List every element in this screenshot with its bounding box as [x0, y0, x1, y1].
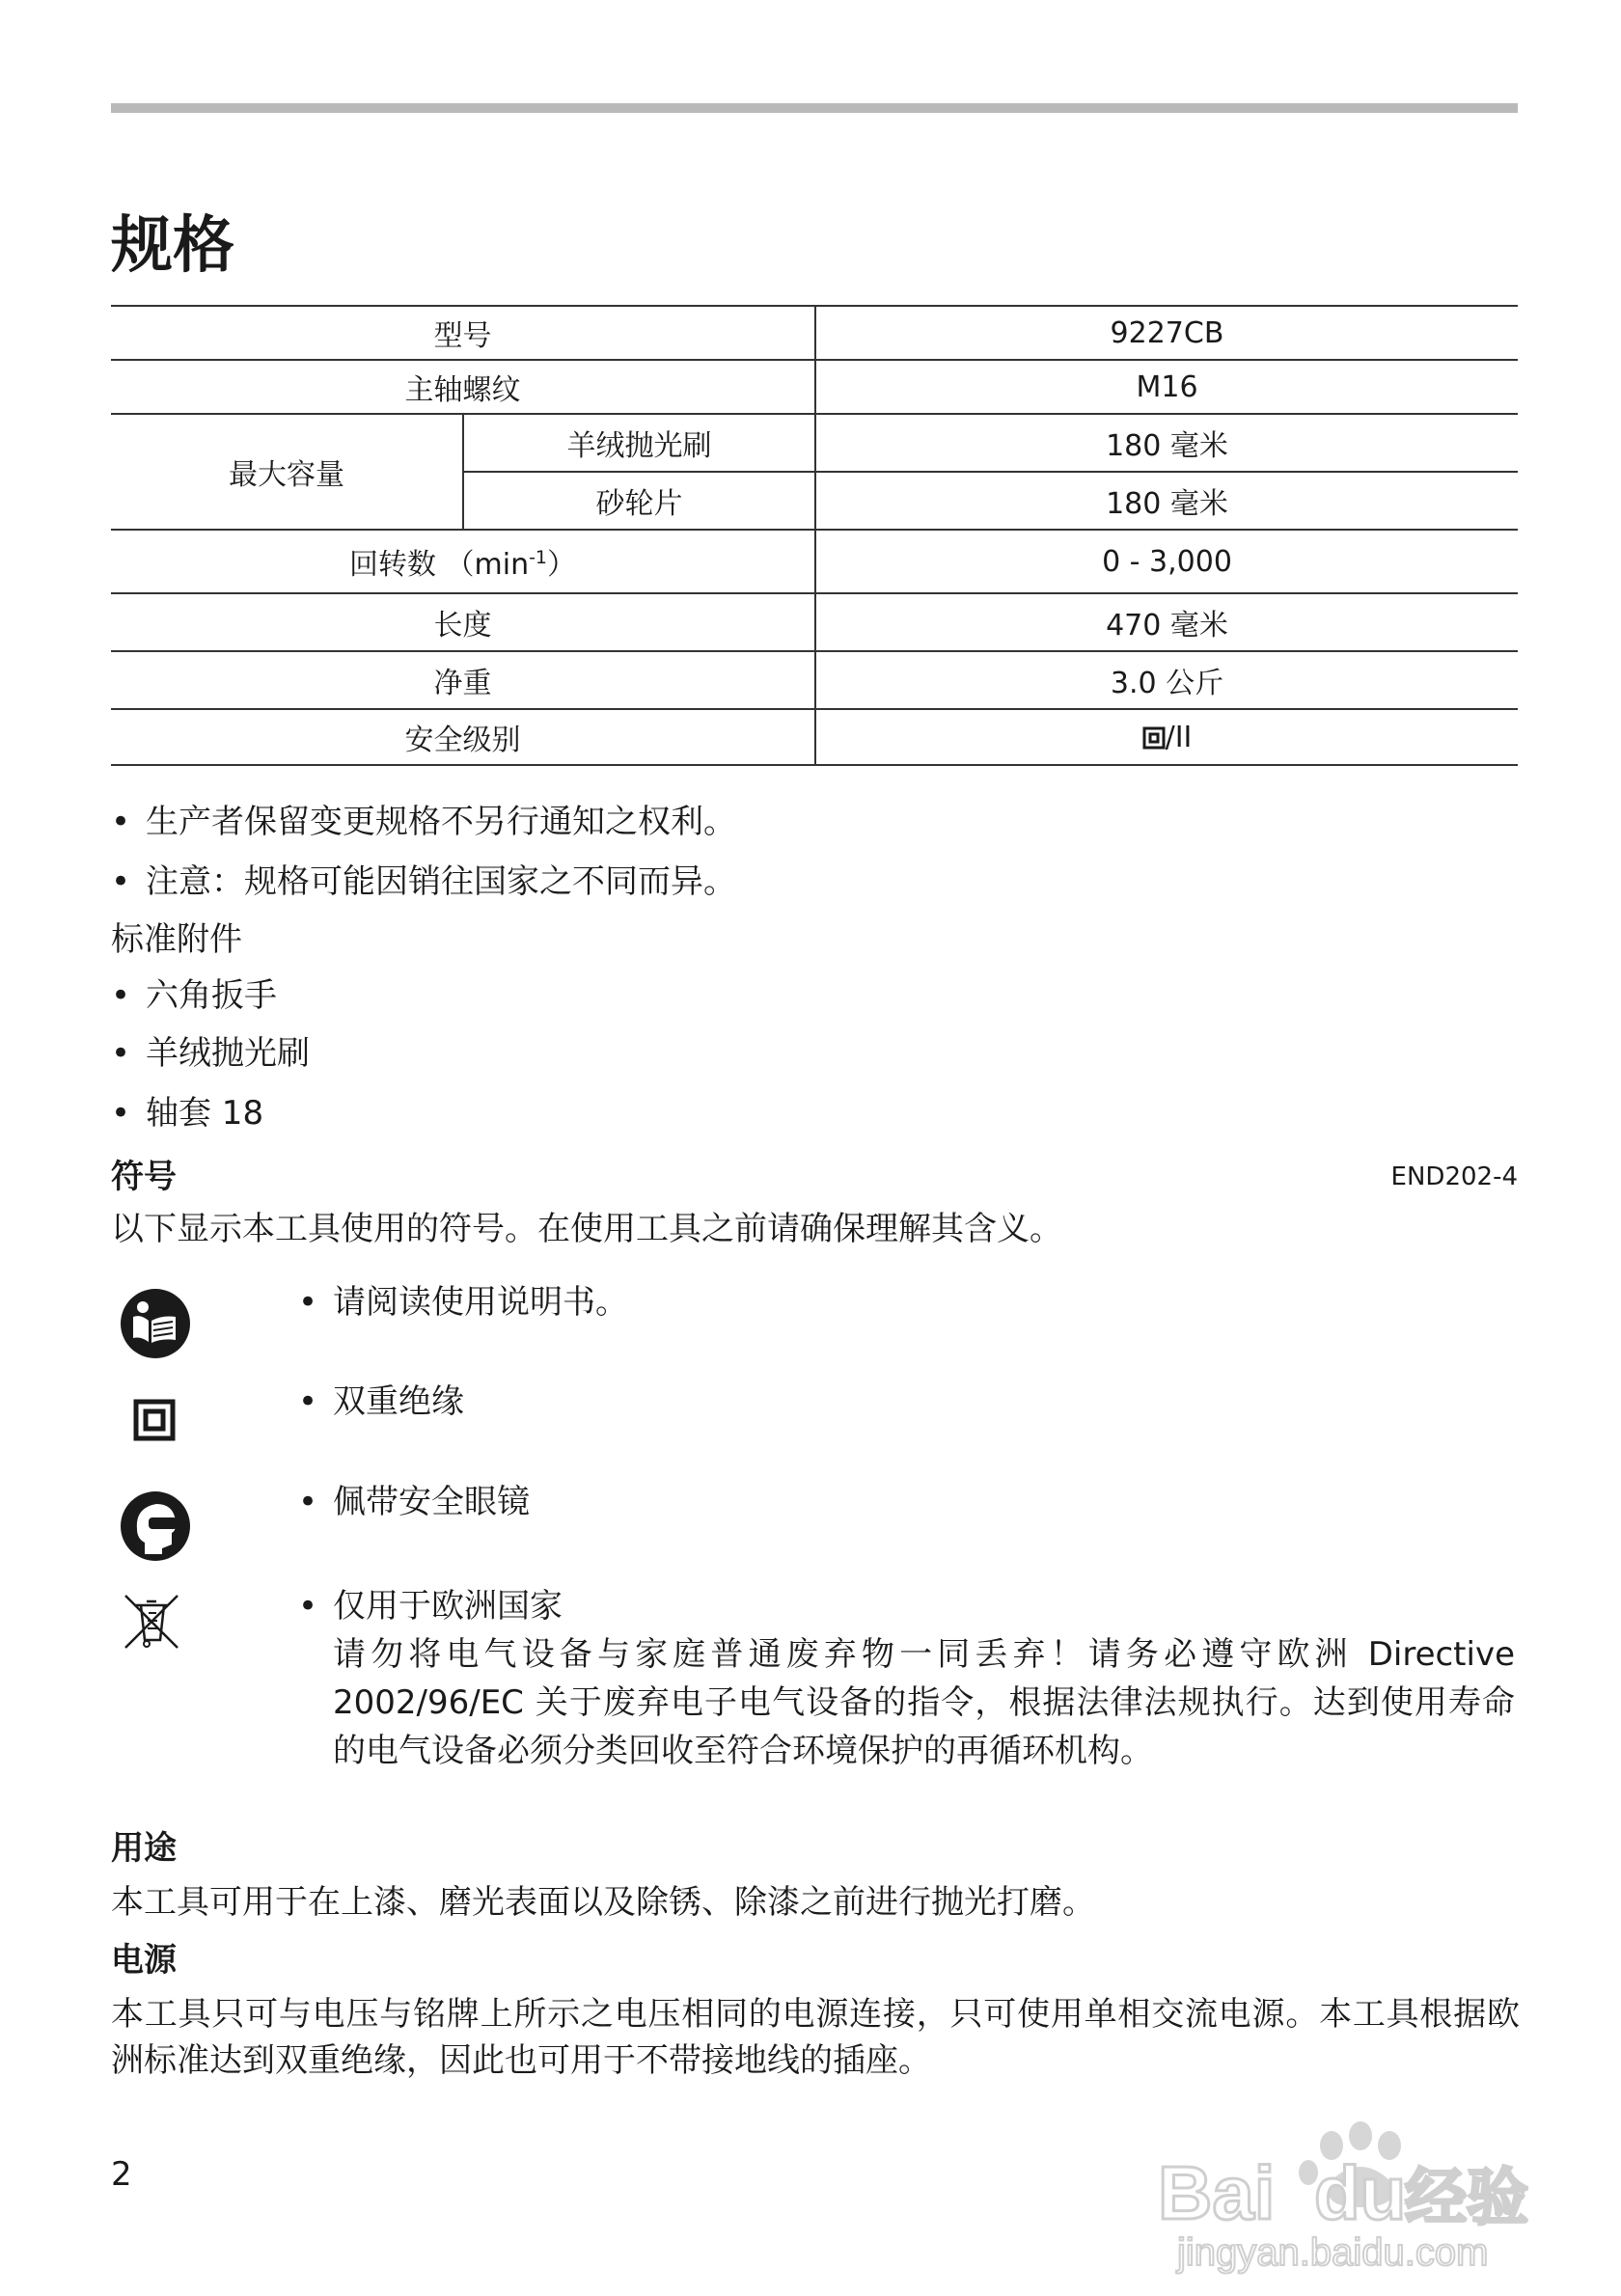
top-rule — [111, 103, 1518, 113]
rpm-label-sup: -1 — [529, 547, 548, 568]
table-row — [111, 306, 1518, 360]
double-insulation-icon — [1142, 726, 1166, 750]
spec-label — [111, 530, 815, 593]
read-manual-icon — [120, 1288, 191, 1359]
spec-value — [815, 709, 1518, 765]
symbol-text — [333, 1278, 1515, 1326]
spec-value: 9227CB — [815, 306, 1518, 360]
table-row — [111, 414, 1518, 472]
power-heading: 电源 — [111, 1941, 177, 1980]
symbol-text — [333, 1478, 1515, 1526]
spec-value: 3.0 公斤 — [815, 651, 1518, 709]
spec-label: 净重 — [111, 651, 815, 709]
spec-sub-label: 砂轮片 — [463, 472, 815, 530]
spec-label: 型号 — [111, 306, 815, 360]
page-number: 2 — [111, 2155, 132, 2194]
safety-glasses-icon — [120, 1490, 191, 1562]
safety-class-text: /II — [1165, 720, 1193, 754]
spec-value: 180 毫米 — [815, 472, 1518, 530]
rpm-label-end: ） — [547, 548, 577, 582]
doc-code: END202-4 — [1390, 1162, 1518, 1191]
baidu-watermark — [1148, 2084, 1534, 2277]
symbol-text — [333, 1378, 1515, 1426]
spec-value: M16 — [815, 360, 1518, 414]
spec-table — [111, 305, 1518, 766]
symbol-text-3: • 佩带安全眼镜 — [333, 1483, 530, 1521]
symbol-text-1: • 请阅读使用说明书。 — [333, 1283, 628, 1322]
spec-value: 470 毫米 — [815, 593, 1518, 651]
note-item: • 注意：规格可能因销往国家之不同而异。 — [111, 861, 736, 903]
accessory-item: • 轴套 18 — [111, 1092, 263, 1134]
spec-label: 长度 — [111, 593, 815, 651]
table-row — [111, 360, 1518, 414]
symbol-text-2: • 双重绝缘 — [333, 1382, 464, 1421]
spec-value: 0 - 3,000 — [815, 530, 1518, 593]
power-text: 本工具只可与电压与铭牌上所示之电压相同的电源连接，只可使用单相交流电源。本工具根据欧洲标准达到双重绝缘，因此也可用于不带接地线的插座。 — [111, 1995, 1520, 2080]
table-row — [111, 593, 1518, 651]
accessory-item: • 六角扳手 — [111, 974, 277, 1017]
spec-sub-label: 羊绒抛光刷 — [463, 414, 815, 472]
spec-value: 180 毫米 — [815, 414, 1518, 472]
note-item: • 生产者保留变更规格不另行通知之权利。 — [111, 801, 736, 843]
usage-heading: 用途 — [111, 1829, 177, 1868]
usage-text: 本工具可用于在上漆、磨光表面以及除锈、除漆之前进行抛光打磨。 — [111, 1883, 1095, 1922]
weee-bin-icon — [122, 1592, 181, 1652]
symbols-intro: 以下显示本工具使用的符号。在使用工具之前请确保理解其含义。 — [111, 1210, 1062, 1248]
spec-group-label: 最大容量 — [111, 414, 463, 530]
watermark-cn: 经验 — [1405, 2163, 1528, 2234]
spec-label: 主轴螺纹 — [111, 360, 815, 414]
symbols-heading: 符号 — [111, 1158, 177, 1196]
accessories-heading: 标准附件 — [111, 920, 242, 959]
watermark-brand-2: du — [1314, 2150, 1407, 2235]
symbol-text — [333, 1582, 1515, 1630]
rpm-label: 回转数 （min — [348, 548, 530, 582]
accessory-item: • 羊绒抛光刷 — [111, 1032, 310, 1075]
table-row — [111, 651, 1518, 709]
weee-detail: 请勿将电气设备与家庭普通废弃物一同丢弃！请务必遵守欧洲 Directive 2002/96/EC 关于废弃电子电气设备的指令，根据法律法规执行。达到使用寿命的电气设备必须分类回收至符合环境保护的再循环机构。 — [333, 1635, 1515, 1770]
symbol-text-4: • 仅用于欧洲国家 — [333, 1587, 563, 1626]
watermark-brand: Bai — [1158, 2150, 1276, 2235]
table-row — [111, 709, 1518, 765]
table-row — [111, 530, 1518, 593]
watermark-url: jingyan.baidu.com — [1177, 2231, 1489, 2274]
spec-label: 安全级别 — [111, 709, 815, 765]
double-insulation-icon — [133, 1399, 176, 1441]
page-title: 规格 — [111, 210, 234, 282]
